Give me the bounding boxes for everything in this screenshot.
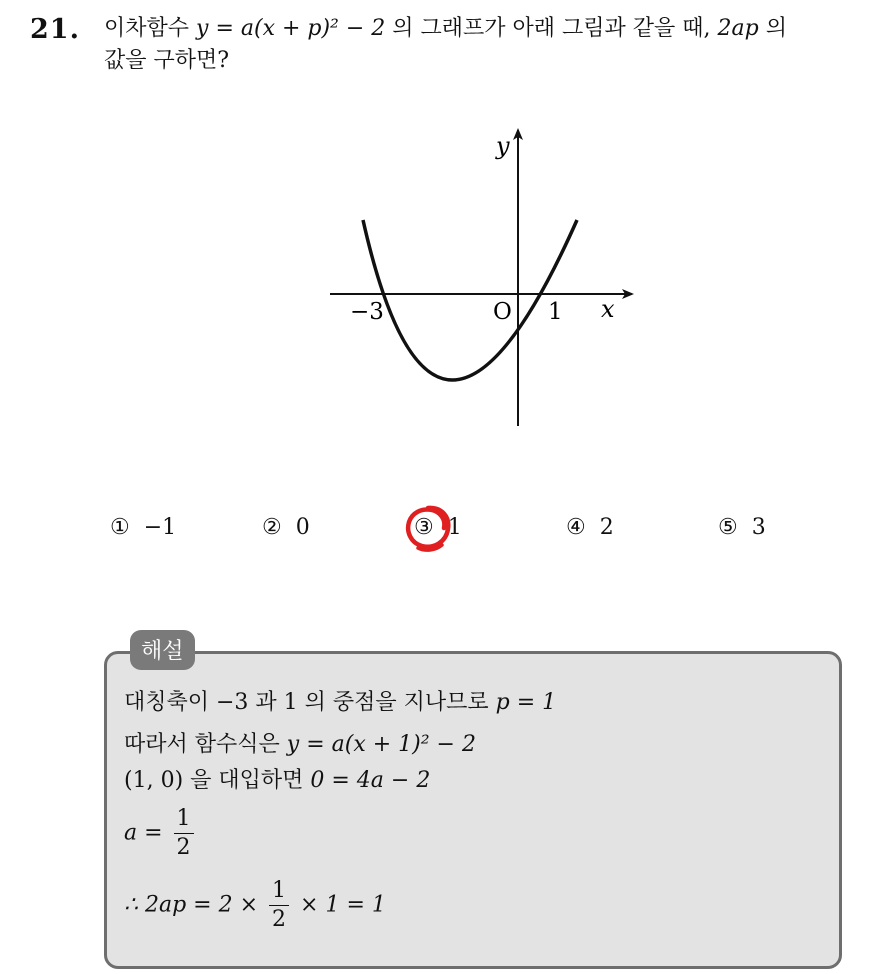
solution-line-3-math: 0 = 4a − 2 xyxy=(310,768,431,793)
choice-2-mark: ② xyxy=(262,515,282,540)
question-end: 의 xyxy=(758,16,787,41)
solution-tag: 해설 xyxy=(130,630,195,670)
parabola-curve xyxy=(363,220,577,380)
choice-5-value: 3 xyxy=(751,515,766,540)
solution-line-5-rhs: × 1 = 1 xyxy=(300,892,386,918)
fraction-one-half xyxy=(174,808,194,859)
fraction-numerator: 1 xyxy=(269,880,289,906)
solution-line-2-text: 따라서 함수식은 xyxy=(124,732,287,757)
choice-2-value: 0 xyxy=(295,515,310,540)
choice-1[interactable] xyxy=(110,515,176,540)
question-expr: 2ap xyxy=(717,16,759,41)
selected-answer-circle-icon xyxy=(402,502,454,554)
choice-1-value: −1 xyxy=(143,515,177,540)
origin-label: O xyxy=(493,299,512,325)
solution-line-5-lhs: ∴ 2ap = 2 × xyxy=(124,892,259,918)
fraction-denominator: 2 xyxy=(176,835,191,860)
x-axis-label: x xyxy=(601,295,615,323)
choice-4-mark: ④ xyxy=(566,515,586,540)
choice-3-mark: ③ xyxy=(414,515,434,540)
fraction-numerator: 1 xyxy=(174,808,194,834)
question-text-line2: 값을 구하면? xyxy=(104,48,230,73)
root-right-label: 1 xyxy=(548,299,563,325)
question-prefix: 이차함수 xyxy=(104,16,197,41)
fraction-denominator: 2 xyxy=(272,907,287,932)
question-number: 21. xyxy=(30,14,80,45)
solution-line-1 xyxy=(124,688,556,718)
solution-line-5 xyxy=(124,880,386,931)
question-text-line1 xyxy=(104,14,787,44)
choice-1-mark: ① xyxy=(110,515,130,540)
solution-line-1-math: p = 1 xyxy=(495,690,557,715)
question-suffix: 의 그래프가 아래 그림과 같을 때, xyxy=(385,16,718,41)
solution-line-1-text: 대칭축이 −3 과 1 의 중점을 지나므로 xyxy=(124,690,496,715)
solution-line-4-lhs: a = xyxy=(124,820,163,846)
choice-4-value: 2 xyxy=(599,515,614,540)
choice-4[interactable] xyxy=(566,515,614,540)
solution-line-4 xyxy=(124,808,198,859)
solution-line-3 xyxy=(124,766,430,796)
choice-5[interactable] xyxy=(718,515,766,540)
fraction-one-half xyxy=(269,880,289,931)
parabola-graph xyxy=(320,120,650,440)
y-axis-label: y xyxy=(496,132,510,160)
solution-line-2-math: y = a(x + 1)² − 2 xyxy=(286,732,476,757)
choice-3-value: 1 xyxy=(447,515,462,540)
solution-line-3-text: (1, 0) 을 대입하면 xyxy=(124,768,311,793)
solution-line-2 xyxy=(124,730,476,760)
choice-5-mark: ⑤ xyxy=(718,515,738,540)
choice-2[interactable] xyxy=(262,515,310,540)
question-formula: y = a(x + p)² − 2 xyxy=(196,16,386,41)
root-left-label: −3 xyxy=(350,299,384,325)
